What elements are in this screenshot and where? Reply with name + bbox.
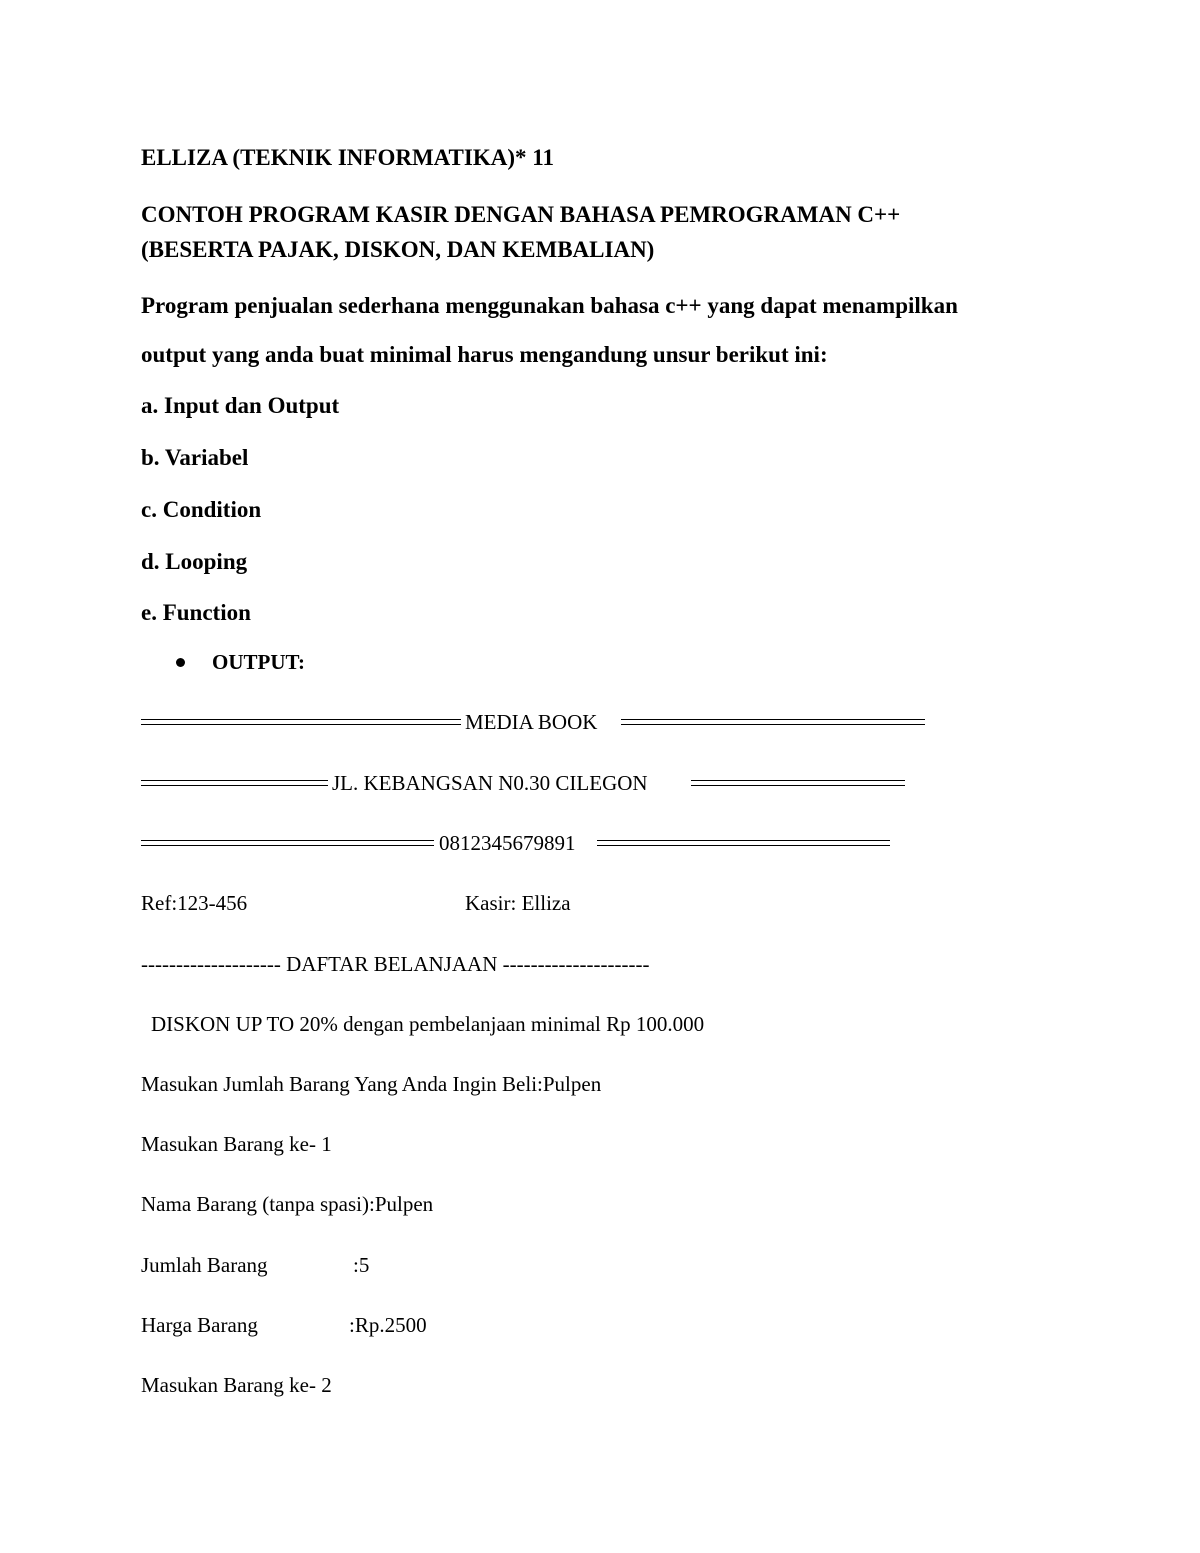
intro-line-1: Program penjualan sederhana menggunakan bahasa c++ yang dapat menampilkan (141, 293, 958, 318)
store-phone: 0812345679891 (439, 831, 576, 855)
intro-line-2: output yang anda buat minimal harus mengandung unsur berikut ini: (141, 342, 828, 367)
requirement-item: a. Input dan Output (141, 393, 340, 418)
requirement-item: d. Looping (141, 549, 248, 574)
store-address: JL. KEBANGSAN N0.30 CILEGON (332, 771, 648, 795)
program-output-line: Masukan Barang ke- 1 (141, 1132, 332, 1156)
requirement-item: c. Condition (141, 497, 262, 522)
price-value: :Rp.2500 (349, 1313, 427, 1337)
double-rule (597, 840, 890, 846)
title-line-1: CONTOH PROGRAM KASIR DENGAN BAHASA PEMROGRAMAN C++ (141, 202, 901, 227)
double-rule (621, 719, 925, 725)
program-output-line: Masukan Barang ke- 2 (141, 1373, 332, 1397)
quantity-value: :5 (353, 1253, 370, 1277)
cashier-name: Kasir: Elliza (465, 891, 571, 915)
shopping-list-header: -------------------- DAFTAR BELANJAAN --------------------- (141, 952, 650, 976)
bullet-label: OUTPUT: (212, 650, 305, 674)
author-line: ELLIZA (TEKNIK INFORMATIKA)* 11 (141, 145, 554, 170)
discount-note: DISKON UP TO 20% dengan pembelanjaan minimal Rp 100.000 (151, 1012, 705, 1036)
quantity-label: Jumlah Barang (141, 1253, 268, 1277)
reference-number: Ref:123-456 (141, 891, 248, 915)
bullet-icon (176, 658, 185, 667)
price-label: Harga Barang (141, 1313, 258, 1337)
double-rule (141, 840, 434, 846)
requirement-item: e. Function (141, 600, 251, 625)
store-name: MEDIA BOOK (465, 710, 598, 734)
program-output-line: Masukan Jumlah Barang Yang Anda Ingin Beli:Pulpen (141, 1072, 602, 1096)
title-line-2: (BESERTA PAJAK, DISKON, DAN KEMBALIAN) (141, 237, 655, 262)
double-rule (141, 719, 461, 725)
program-output-line: Nama Barang (tanpa spasi):Pulpen (141, 1192, 434, 1216)
requirement-item: b. Variabel (141, 445, 249, 470)
double-rule (691, 780, 905, 786)
double-rule (141, 780, 328, 786)
